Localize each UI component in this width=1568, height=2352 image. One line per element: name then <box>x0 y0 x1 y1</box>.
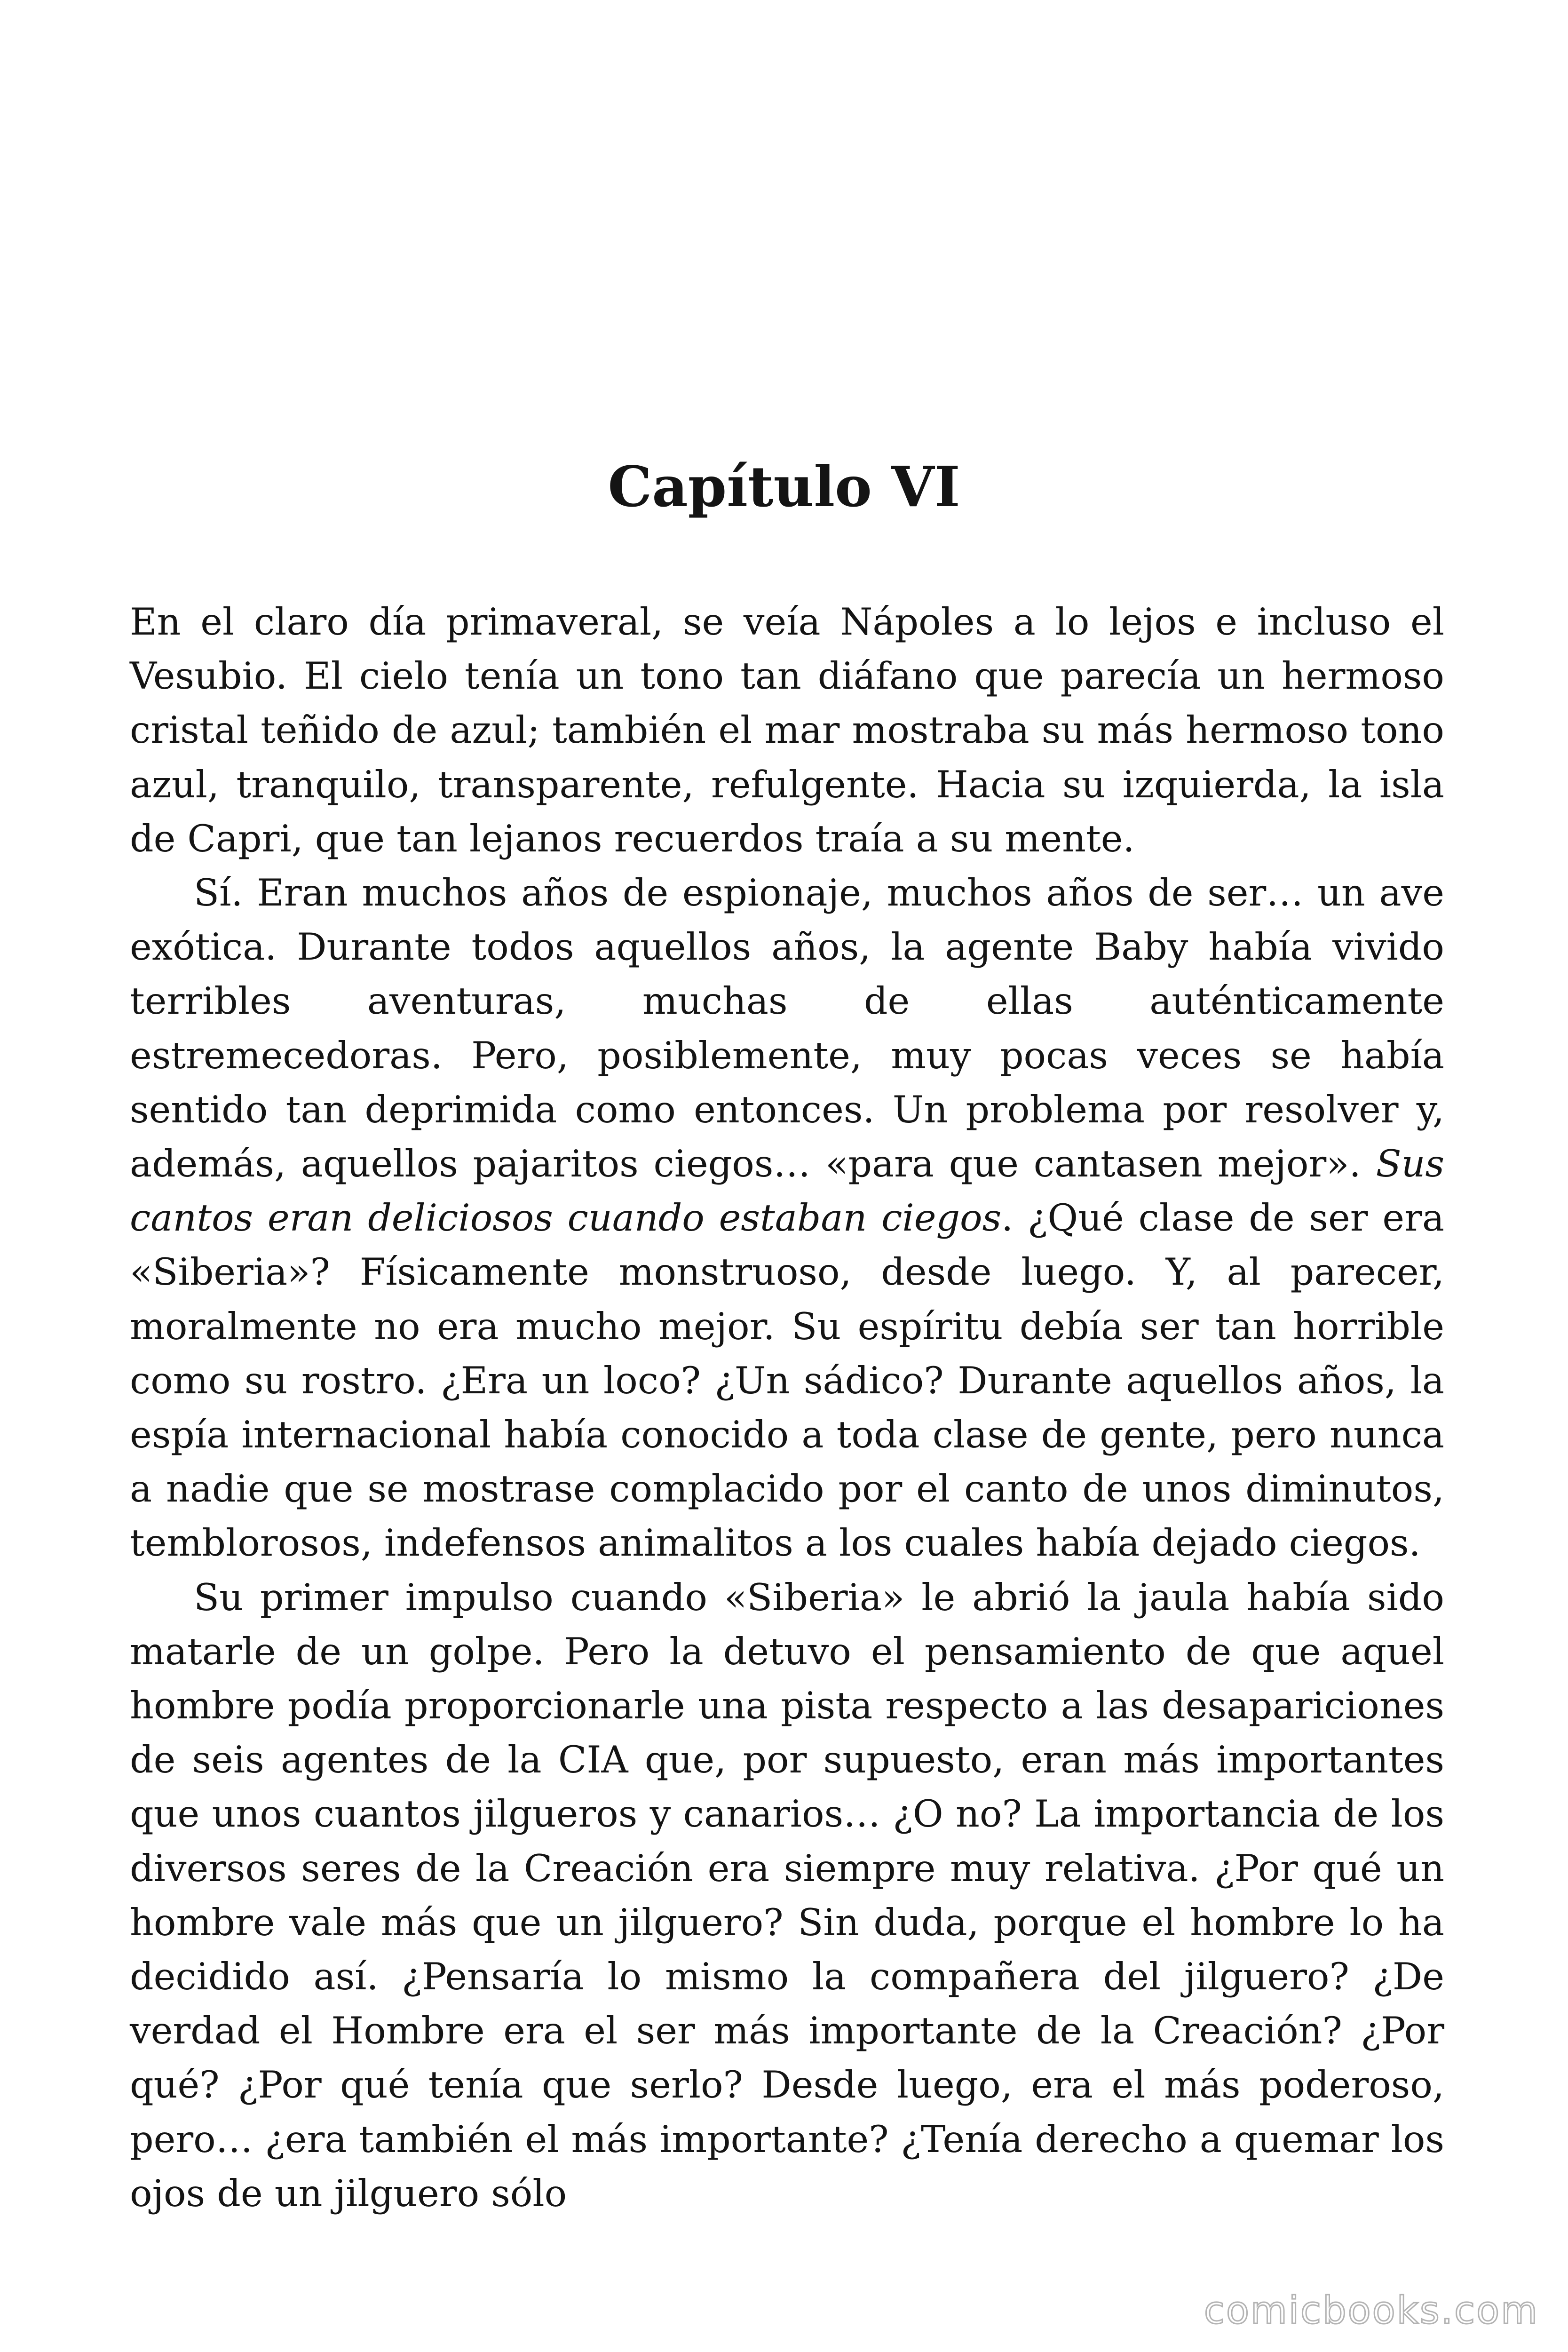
paragraph-text: En el claro día primaveral, se veía Nápoles a lo lejos e incluso el Vesubio. El cielo tenía un tono tan diáfano que parecía un hermoso cristal teñido de azul; también el mar mostraba su más hermoso tono azul, tranquilo, transparente, refulgente. Hacia su izquierda, la isla de Capri, que tan lejanos recuerdos traía a su mente. <box>130 600 1444 860</box>
chapter-title: Capítulo VI <box>608 454 960 519</box>
italic-quote: Sus cantos eran deliciosos cuando estaban ciegos <box>130 1142 1444 1240</box>
paragraph-text: Sí. Eran muchos años de espionaje, muchos años de ser… un ave exótica. Durante todos aquellos años, la agente Baby había vivido terribles aventuras, muchas de ellas auténticamente estremecedoras. Pero, posiblemente, muy pocas veces se había sentido tan deprimida como entonces. Un problema por resolver y, además, aquellos pajaritos ciegos… «para que cantasen mejor». <box>130 871 1444 1186</box>
paragraph-3 <box>130 1571 1444 2221</box>
chapter-body <box>130 595 1444 2221</box>
paragraph-2 <box>130 866 1444 1571</box>
paragraph-text: . ¿Qué clase de ser era «Siberia»? Físicamente monstruoso, desde luego. Y, al parecer, moralmente no era mucho mejor. Su espíritu debía ser tan horrible como su rostro. ¿Era un loco? ¿Un sádico? Durante aquellos años, la espía internacional había conocido a toda clase de gente, pero nunca a nadie que se mostrase complacido por el canto de unos diminutos, temblorosos, indefensos animalitos a los cuales había dejado ciegos. <box>130 1196 1445 1565</box>
paragraph-text: Su primer impulso cuando «Siberia» le abrió la jaula había sido matarle de un golpe. Pero la detuvo el pensamiento de que aquel hombre podía proporcionarle una pista respecto a las desapariciones de seis agentes de la CIA que, por supuesto, eran más importantes que unos cuantos jilgueros y canarios… ¿O no? La importancia de los diversos seres de la Creación era siempre muy relativa. ¿Por qué un hombre vale más que un jilguero? Sin duda, porque el hombre lo ha decidido así. ¿Pensaría lo mismo la compañera del jilguero? ¿De verdad el Hombre era el ser más importante de la Creación? ¿Por qué? ¿Por qué tenía que serlo? Desde luego, era el más poderoso, pero… ¿era también el más importante? ¿Tenía derecho a quemar los ojos de un jilguero sólo <box>130 1575 1444 2215</box>
watermark: comicbooks.com <box>1204 2288 1539 2332</box>
paragraph-1 <box>130 595 1444 866</box>
